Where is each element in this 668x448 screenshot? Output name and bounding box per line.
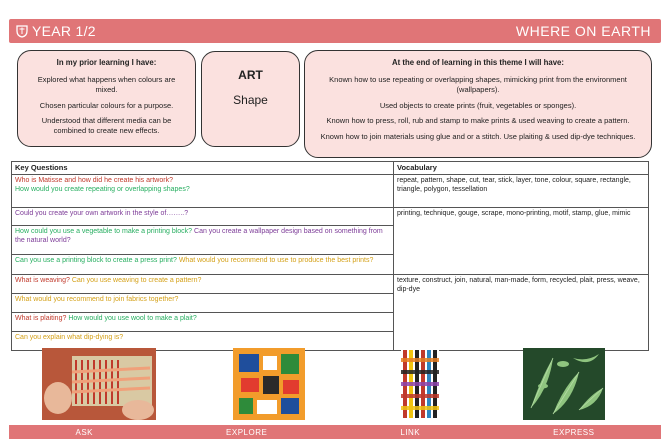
vocabulary-cell: texture, construct, join, natural, man-made, form, recycled, plait, press, weave, dip-dye — [394, 274, 649, 350]
end-learning-box — [304, 50, 652, 158]
theme-title: WHERE ON EARTH — [515, 23, 651, 39]
table-row — [12, 274, 649, 293]
page-header — [9, 19, 661, 43]
question-text: How would you use wool to make a plait? — [68, 314, 197, 322]
footer-link: LINK — [400, 427, 421, 437]
footer-express: EXPRESS — [553, 427, 595, 437]
question-text: Can you use a printing block to create a press print? — [15, 256, 177, 264]
question-text: Could you create your own artwork in the style of……..? — [15, 209, 189, 217]
question-cell — [12, 312, 394, 331]
question-cell — [12, 254, 394, 274]
table-header-row — [12, 162, 649, 175]
woven-strips-illustration — [401, 348, 439, 420]
vocabulary-header: Vocabulary — [394, 162, 649, 175]
question-cell — [12, 174, 394, 207]
prior-learning-box — [17, 50, 196, 147]
prior-learning-title: In my prior learning I have: — [56, 58, 157, 67]
question-cell — [12, 274, 394, 293]
school-crest-icon — [15, 24, 29, 38]
leaf-print-image — [523, 348, 605, 420]
end-item: Used objects to create prints (fruit, vegetables or sponges). — [379, 100, 577, 110]
table-row — [12, 207, 649, 225]
footer-ask: ASK — [75, 427, 94, 437]
question-text: What is plaiting? — [15, 314, 67, 322]
question-cell — [12, 207, 394, 225]
matisse-illustration — [233, 348, 305, 420]
end-item: Known how to join materials using glue and or a stitch. Use plaiting & used dip-dye techniques. — [320, 132, 636, 142]
question-text: What would you recommend to join fabrics together? — [15, 295, 179, 303]
end-item: Known how to press, roll, rub and stamp to make prints & used weaving to create a pattern. — [326, 116, 630, 126]
question-text: Can you use weaving to create a pattern? — [71, 276, 202, 284]
subject-box — [201, 51, 300, 147]
table-row — [12, 174, 649, 207]
question-cell — [12, 225, 394, 254]
question-text: How could you use a vegetable to make a printing block? — [15, 227, 193, 235]
end-item: Known how to use repeating or overlapping shapes, mimicking print from the environment (wallpapers). — [329, 75, 627, 94]
vocabulary-cell: repeat, pattern, shape, cut, tear, stick, layer, tone, colour, square, rectangle, triangle, polygon, tessellation — [394, 174, 649, 207]
question-text: Who is Matisse and how did he create his artwork? — [15, 176, 173, 184]
question-text: How would you create repeating or overlapping shapes? — [15, 185, 190, 193]
footer-bar — [9, 425, 661, 439]
question-cell — [12, 293, 394, 312]
question-text: Can you create a wallpaper design based on something from the natural world? — [15, 227, 383, 244]
key-questions-header: Key Questions — [12, 162, 394, 175]
question-text: What is weaving? — [15, 276, 70, 284]
subject-topic: Shape — [233, 92, 268, 107]
header-left — [15, 23, 96, 39]
subject-name: ART — [238, 68, 263, 82]
vocabulary-cell: printing, technique, gouge, scrape, mono-printing, motif, stamp, glue, mimic — [394, 207, 649, 274]
questions-vocabulary-table — [11, 161, 649, 351]
weaving-photo — [42, 348, 156, 420]
leaf-print-illustration — [523, 348, 605, 420]
question-text: What would you recommend to use to produce the best prints? — [178, 256, 374, 264]
question-text: Can you explain what dip-dying is? — [15, 333, 124, 341]
year-label: YEAR 1/2 — [32, 23, 96, 39]
prior-item: Chosen particular colours for a purpose. — [39, 100, 174, 110]
prior-item: Understood that different media can be combined to create new effects. — [41, 116, 172, 136]
matisse-cutout-image — [233, 348, 305, 420]
end-learning-title: At the end of learning in this theme I will have: — [392, 58, 564, 67]
woven-strips-image — [401, 348, 439, 420]
footer-explore: EXPLORE — [226, 427, 268, 437]
prior-item: Explored what happens when colours are mixed. — [37, 75, 176, 94]
weaving-illustration — [42, 348, 156, 420]
